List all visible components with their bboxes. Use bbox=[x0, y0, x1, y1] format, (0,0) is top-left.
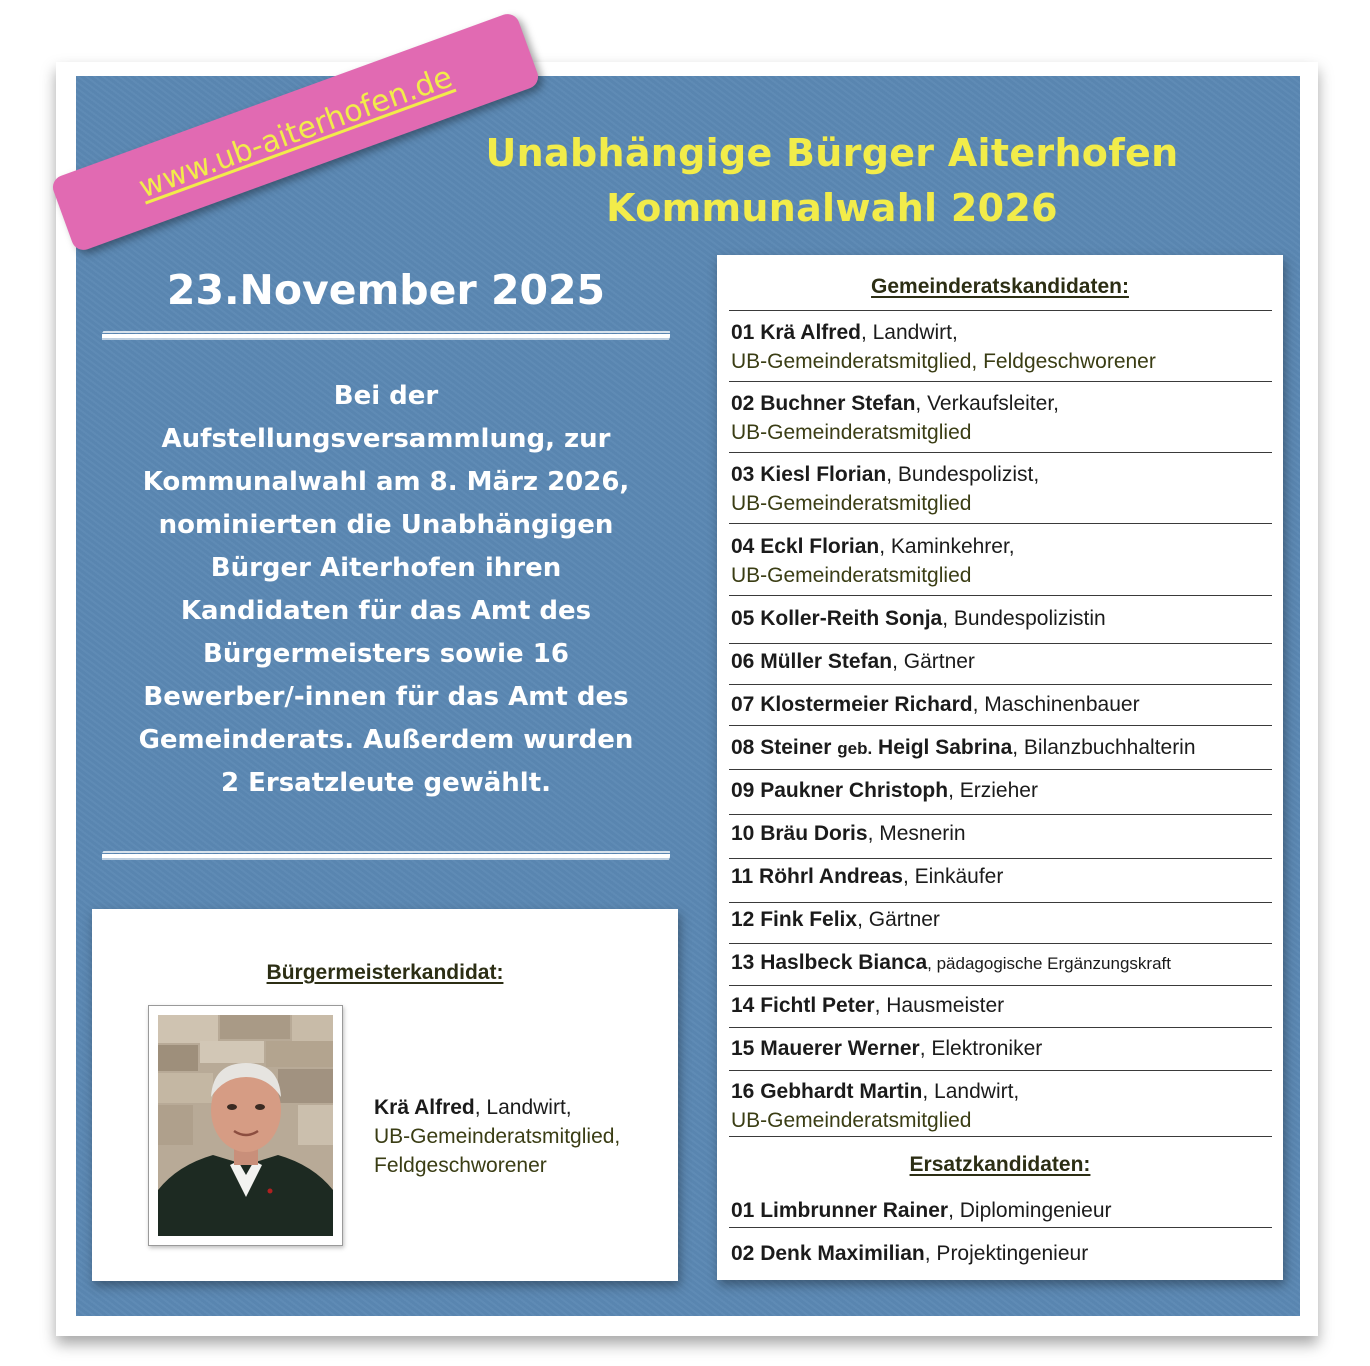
mayor-caption bbox=[374, 1093, 620, 1180]
substitute-row bbox=[731, 1239, 1276, 1268]
list-divider bbox=[729, 725, 1272, 726]
intro-line: Kandidaten für das Amt des bbox=[180, 596, 592, 626]
candidate-row bbox=[731, 948, 1276, 978]
candidate-number: 08 bbox=[731, 736, 755, 759]
list-divider bbox=[729, 1136, 1272, 1137]
list-divider bbox=[729, 943, 1272, 944]
candidate-number: 11 bbox=[731, 865, 754, 888]
candidate-role: , Projektingenieur bbox=[924, 1242, 1089, 1265]
candidate-extra: UB-Gemeinderatsmitglied bbox=[731, 1109, 972, 1132]
council-list-card bbox=[717, 255, 1283, 1280]
candidate-role: , Verkaufsleiter, bbox=[915, 392, 1059, 415]
candidate-role: , Landwirt, bbox=[922, 1080, 1020, 1103]
list-divider bbox=[729, 643, 1272, 644]
list-divider bbox=[729, 381, 1272, 382]
website-link[interactable]: www.ub-aiterhofen.de bbox=[134, 59, 457, 205]
candidate-number: 01 bbox=[731, 321, 755, 344]
intro-line: Bürger Aiterhofen ihren bbox=[210, 553, 562, 583]
substitutes-heading: Ersatzkandidaten: bbox=[909, 1153, 1091, 1176]
intro-line: nominierten die Unabhängigen bbox=[158, 510, 614, 540]
candidate-extra: UB-Gemeinderatsmitglied bbox=[731, 564, 972, 587]
candidate-role: , Mesnerin bbox=[867, 822, 966, 845]
candidate-row bbox=[731, 318, 1276, 376]
list-divider bbox=[729, 1070, 1272, 1071]
candidate-photo bbox=[158, 1015, 333, 1236]
candidate-name: Bräu Doris bbox=[760, 822, 868, 845]
candidate-name: Buchner Stefan bbox=[760, 392, 916, 415]
candidate-row bbox=[731, 690, 1276, 719]
candidate-role: , Hausmeister bbox=[874, 994, 1005, 1017]
intro-line: Bewerber/-innen für das Amt des bbox=[143, 682, 629, 712]
candidate-name: Röhrl Andreas bbox=[759, 865, 903, 888]
candidate-extra: UB-Gemeinderatsmitglied bbox=[731, 492, 972, 515]
candidate-number: 13 bbox=[731, 951, 755, 974]
candidate-row bbox=[731, 460, 1276, 518]
candidate-name: Denk Maximilian bbox=[760, 1242, 925, 1265]
list-divider bbox=[729, 1227, 1272, 1228]
candidate-row bbox=[731, 776, 1276, 805]
list-divider bbox=[729, 684, 1272, 685]
mayor-heading: Bürgermeisterkandidat: bbox=[266, 961, 504, 984]
candidate-number: 01 bbox=[731, 1199, 755, 1222]
event-date: 23.November 2025 bbox=[166, 266, 606, 314]
candidate-name-birth: geb. bbox=[837, 739, 873, 758]
intro-line: Kommunalwahl am 8. März 2026, bbox=[142, 467, 630, 497]
candidate-extra: UB-Gemeinderatsmitglied bbox=[731, 421, 972, 444]
candidate-role: , Gärtner bbox=[857, 908, 940, 931]
brush-stroke-divider bbox=[102, 329, 670, 343]
candidate-number: 06 bbox=[731, 650, 755, 673]
list-divider bbox=[729, 523, 1272, 524]
candidate-name: Koller-Reith Sonja bbox=[760, 607, 943, 630]
candidate-role: , pädagogische Ergänzungskraft bbox=[927, 954, 1171, 973]
candidate-row bbox=[731, 991, 1276, 1020]
intro-line: Bei der bbox=[333, 381, 439, 411]
headline-line-2: Kommunalwahl 2026 bbox=[606, 186, 1058, 230]
intro-line: Aufstellungsversammlung, zur bbox=[161, 424, 611, 454]
candidate-role: , Diplomingenieur bbox=[948, 1199, 1112, 1222]
candidate-name: Heigl Sabrina bbox=[878, 736, 1013, 759]
candidate-role: , Gärtner bbox=[892, 650, 975, 673]
candidate-name: Paukner Christoph bbox=[760, 779, 949, 802]
list-divider bbox=[729, 1027, 1272, 1028]
brush-stroke-divider bbox=[102, 849, 670, 863]
intro-line: Gemeinderats. Außerdem wurden bbox=[138, 725, 634, 755]
candidate-name: Kiesl Florian bbox=[760, 463, 887, 486]
candidate-number: 10 bbox=[731, 822, 755, 845]
mayor-role: , Landwirt, bbox=[474, 1096, 572, 1119]
candidate-name: Haslbeck Bianca bbox=[760, 951, 928, 974]
candidate-name: Limbrunner Rainer bbox=[760, 1199, 949, 1222]
candidate-name: Krä Alfred bbox=[760, 321, 861, 344]
headline bbox=[440, 126, 1224, 236]
mayor-name: Krä Alfred bbox=[374, 1096, 475, 1119]
candidate-name: Fichtl Peter bbox=[760, 994, 875, 1017]
candidate-number: 03 bbox=[731, 463, 755, 486]
candidate-role: , Einkäufer bbox=[902, 865, 1004, 888]
candidate-number: 12 bbox=[731, 908, 755, 931]
substitute-row bbox=[731, 1196, 1276, 1225]
candidate-name: Fink Felix bbox=[760, 908, 858, 931]
candidate-row bbox=[731, 862, 1276, 891]
candidate-name: Steiner bbox=[760, 736, 832, 759]
mayor-membership: UB-Gemeinderatsmitglied, bbox=[374, 1125, 621, 1148]
candidate-name: Gebhardt Martin bbox=[760, 1080, 923, 1103]
list-divider bbox=[729, 452, 1272, 453]
list-divider bbox=[729, 902, 1272, 903]
candidate-number: 07 bbox=[731, 693, 755, 716]
list-divider bbox=[729, 769, 1272, 770]
candidate-row bbox=[731, 819, 1276, 848]
candidate-role: , Bundespolizist, bbox=[886, 463, 1040, 486]
candidate-name: Klostermeier Richard bbox=[760, 693, 973, 716]
list-divider bbox=[729, 595, 1272, 596]
candidate-number: 15 bbox=[731, 1037, 755, 1060]
list-divider bbox=[729, 310, 1272, 311]
candidate-number: 09 bbox=[731, 779, 755, 802]
intro-line: 2 Ersatzleute gewählt. bbox=[220, 768, 551, 798]
candidate-row bbox=[731, 1034, 1276, 1063]
candidate-photo-frame bbox=[148, 1005, 343, 1246]
candidate-role: , Landwirt, bbox=[860, 321, 958, 344]
candidate-role: , Bilanzbuchhalterin bbox=[1012, 736, 1196, 759]
candidate-role: , Kaminkehrer, bbox=[879, 535, 1015, 558]
intro-line: Bürgermeisters sowie 16 bbox=[203, 639, 569, 669]
candidate-number: 02 bbox=[731, 392, 755, 415]
candidate-row bbox=[731, 905, 1276, 934]
candidate-row bbox=[731, 532, 1276, 590]
candidate-role: , Elektroniker bbox=[919, 1037, 1043, 1060]
council-heading: Gemeinderatskandidaten: bbox=[871, 275, 1129, 298]
intro-text bbox=[96, 375, 676, 805]
candidate-number: 16 bbox=[731, 1080, 755, 1103]
candidate-row bbox=[731, 733, 1276, 763]
mayor-candidate-card bbox=[92, 909, 678, 1281]
candidate-name: Müller Stefan bbox=[760, 650, 893, 673]
candidate-number: 02 bbox=[731, 1242, 755, 1265]
candidate-row bbox=[731, 604, 1276, 633]
mayor-office: Feldgeschworener bbox=[374, 1154, 547, 1177]
candidate-number: 14 bbox=[731, 994, 755, 1017]
candidate-role: , Erzieher bbox=[948, 779, 1038, 802]
list-divider bbox=[729, 814, 1272, 815]
headline-line-1: Unabhängige Bürger Aiterhofen bbox=[485, 131, 1179, 175]
candidate-number: 05 bbox=[731, 607, 755, 630]
candidate-row bbox=[731, 647, 1276, 676]
candidate-row bbox=[731, 1077, 1276, 1135]
list-divider bbox=[729, 985, 1272, 986]
candidate-number: 04 bbox=[731, 535, 755, 558]
candidate-extra: UB-Gemeinderatsmitglied, Feldgeschworener bbox=[731, 350, 1156, 373]
candidate-name: Eckl Florian bbox=[760, 535, 880, 558]
list-divider bbox=[729, 858, 1272, 859]
candidate-role: , Maschinenbauer bbox=[972, 693, 1140, 716]
candidate-row bbox=[731, 389, 1276, 447]
candidate-role: , Bundespolizistin bbox=[942, 607, 1106, 630]
candidate-name: Mauerer Werner bbox=[760, 1037, 920, 1060]
